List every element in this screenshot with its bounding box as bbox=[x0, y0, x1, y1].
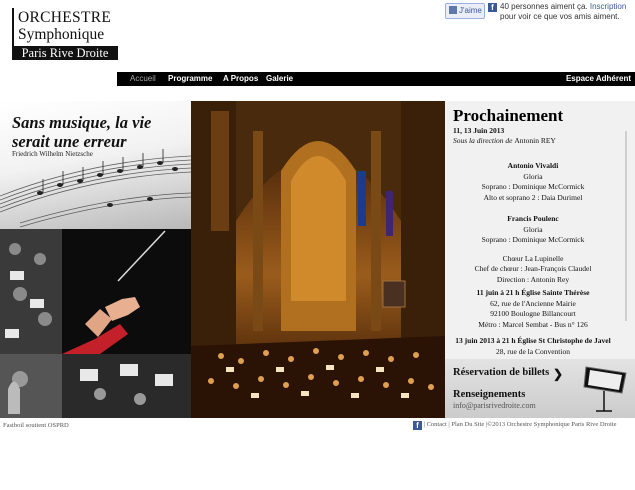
panel-scrollbar[interactable] bbox=[625, 131, 627, 321]
upcoming-concerts-panel bbox=[445, 101, 635, 359]
venue-line: Métro : Marcel Sembat - Bus n° 126 bbox=[478, 319, 588, 329]
quote-collage bbox=[0, 101, 191, 418]
main-nav bbox=[117, 72, 635, 86]
chevron-right-icon: ❯ bbox=[553, 367, 564, 381]
facebook-icon[interactable]: f bbox=[413, 421, 422, 430]
thumbs-up-icon bbox=[449, 6, 457, 14]
venue-line: 28, rue de la Convention bbox=[496, 346, 570, 356]
venue-line: 62, rue de l'Ancienne Mairie bbox=[490, 298, 576, 308]
banner bbox=[0, 101, 635, 418]
logo-bar bbox=[12, 8, 14, 46]
like-label: J'aime bbox=[459, 6, 482, 15]
footer-links: f | Contact | Plan Du Site |©2013 Orchestre Symphonique Paris Rive Droite bbox=[413, 421, 616, 430]
site-logo[interactable] bbox=[12, 8, 118, 60]
facebook-signup-link[interactable]: Inscription bbox=[589, 2, 627, 11]
logo-line-1: ORCHESTRE bbox=[18, 9, 112, 26]
like-count-text: 40 personnes aiment ça. bbox=[500, 2, 588, 11]
director-name: Antonin REY bbox=[514, 136, 556, 145]
copyright-text: |©2013 Orchestre Symphonique Paris Rive Droite bbox=[485, 421, 617, 428]
program-line: Soprano : Dominique McCormick bbox=[481, 182, 585, 191]
sitemap-link[interactable]: Plan Du Site bbox=[451, 421, 485, 428]
booking-box bbox=[445, 359, 635, 418]
reservation-link[interactable]: Réservation de billets bbox=[453, 367, 550, 378]
choir-line: Chœur La Lupinelle bbox=[502, 253, 564, 263]
program-line: Gloria bbox=[523, 224, 543, 234]
upcoming-date: 11, 13 Juin 2013 bbox=[453, 126, 505, 135]
program-line: Alto et soprano 2 : Daia Durimel bbox=[483, 192, 583, 202]
logo-line-3: Paris Rive Droite bbox=[12, 46, 118, 60]
direction-prefix: Sous la direction de bbox=[453, 136, 513, 145]
facebook-like-widget bbox=[445, 2, 633, 32]
orchestra-photo-collage bbox=[0, 229, 191, 418]
composer-name: Francis Poulenc bbox=[507, 214, 559, 223]
collage-illustration bbox=[0, 229, 191, 418]
nav-item-programme[interactable]: Programme bbox=[168, 74, 213, 83]
nav-item-a-propos[interactable]: A Propos bbox=[223, 74, 259, 83]
like-count-line bbox=[500, 2, 626, 11]
facebook-signup-text: pour voir ce que vos amis aiment. bbox=[500, 12, 620, 21]
choir-line: Chef de chœur : Jean-François Claudel bbox=[474, 264, 592, 273]
composer-name: Antonio Vivaldi bbox=[507, 161, 559, 170]
venue-heading: 13 juin 2013 à 21 h Église St Christophe de Javel bbox=[455, 336, 611, 345]
venue-line: 92100 Boulogne Billancourt bbox=[490, 309, 576, 318]
nav-item-galerie[interactable]: Galerie bbox=[266, 74, 294, 83]
program-list bbox=[453, 158, 613, 357]
nav-item-accueil[interactable]: Accueil bbox=[130, 74, 156, 83]
info-label: Renseignements bbox=[453, 389, 526, 400]
choir-line: Direction : Antonin Rey bbox=[496, 274, 570, 284]
logo-line-2: Symphonique bbox=[18, 26, 105, 43]
cathedral-illustration bbox=[191, 101, 445, 418]
program-line: Soprano : Dominique McCormick bbox=[481, 235, 585, 244]
sheet-music-image bbox=[0, 101, 191, 229]
sponsor-text: Fastboil soutient OSPRD bbox=[3, 422, 69, 429]
facebook-icon: f bbox=[488, 3, 497, 12]
nietzsche-quote: Sans musique, la vie serait une erreur bbox=[12, 113, 152, 151]
contact-email[interactable]: info@parisrivedroite.com bbox=[453, 401, 536, 410]
music-stand-icon bbox=[582, 363, 630, 413]
cathedral-concert-photo bbox=[191, 101, 445, 418]
quote-author: Friedrich Wilhelm Nietzsche bbox=[12, 150, 93, 158]
program-line: Gloria bbox=[523, 171, 543, 181]
facebook-like-button[interactable] bbox=[445, 3, 485, 19]
venue-heading: 11 juin à 21 h Église Sainte Thérèse bbox=[476, 288, 590, 297]
contact-link[interactable]: Contact bbox=[426, 421, 447, 428]
nav-item-espace-adherent[interactable]: Espace Adhérent bbox=[565, 74, 631, 83]
upcoming-title: Prochainement bbox=[453, 106, 564, 125]
direction-line bbox=[453, 136, 556, 145]
